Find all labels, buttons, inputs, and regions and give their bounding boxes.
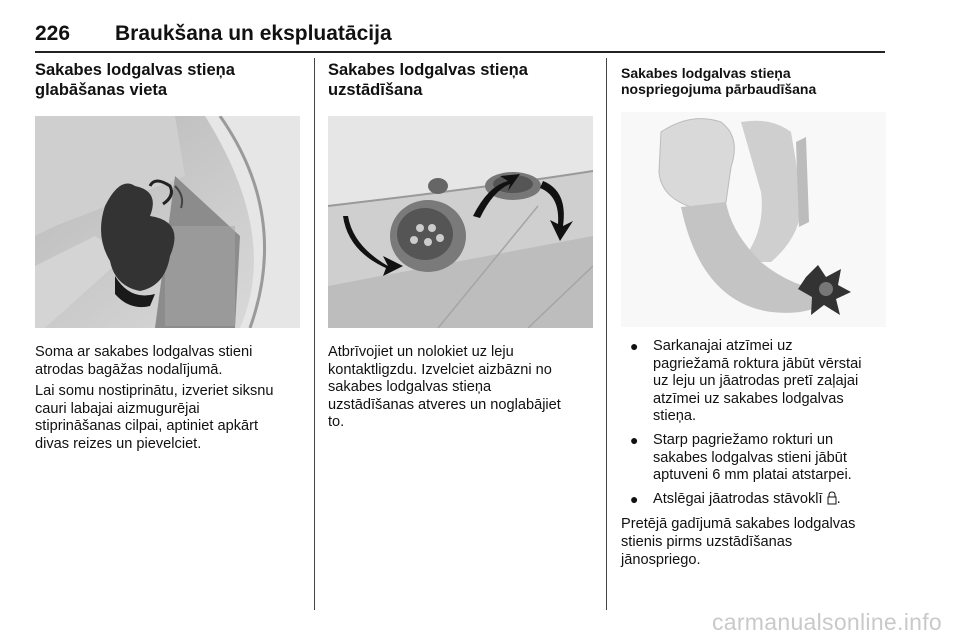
padlock-closed-icon (827, 491, 837, 511)
header-rule (35, 51, 885, 53)
page-number: 226 (35, 22, 71, 45)
illustration-trunk-bag (35, 116, 300, 328)
page-header (35, 22, 885, 52)
list-item: ● Atslēgai jāatrodas stāvoklī . (621, 491, 891, 511)
storage-text: Soma ar sakabes lodgalvas stieni atrodas bagāžas nodalījumā. Lai somu nostiprinātu, izveriet siksnu cauri labajai aizmugurējai stiprināšanas cilpai, aptiniet apkārt divas reizes un pievelciet. (35, 344, 274, 452)
column-storage (35, 60, 300, 452)
installation-text: Atbrīvojiet un nolokiet uz leju kontaktligzdu. Izvelciet aizbāzni no sakabes lodgalvas stieņa uzstādīšanas atveres un noglabājiet to. (328, 344, 561, 431)
column-divider-1 (314, 58, 315, 610)
list-item: ● Starp pagriežamo rokturi un sakabes lodgalvas stieni jābūt aptuveni 6 mm platai atstarpei. (630, 431, 852, 484)
storage-heading: Sakabes lodgalvas stieņa glabāšanas vieta (35, 61, 235, 99)
page-title: Braukšana un ekspluatācija (115, 22, 392, 45)
watermark: carmanualsonline.info (711, 609, 942, 635)
column-installation (328, 60, 593, 431)
tension-checklist (621, 338, 891, 510)
tension-text (621, 338, 891, 569)
illustration-socket (328, 116, 593, 328)
list-item: ● Sarkanajai atzīmei uz pagriežamā roktura jābūt vērstai uz leju un jāatrodas pretī zaļajai atzīmei uz sakabes lodgalvas stieņa. (630, 338, 862, 425)
installation-heading: Sakabes lodgalvas stieņa uzstādīšana (328, 61, 528, 99)
tension-closing: Pretējā gadījumā sakabes lodgalvas stienis pirms uzstādīšanas jānospriego. (621, 516, 856, 568)
column-divider-2 (606, 58, 607, 610)
column-tension-check (621, 60, 886, 568)
illustration-towbar (621, 112, 886, 327)
tension-heading: Sakabes lodgalvas stieņa nospriegojuma pārbaudīšana (621, 65, 817, 97)
